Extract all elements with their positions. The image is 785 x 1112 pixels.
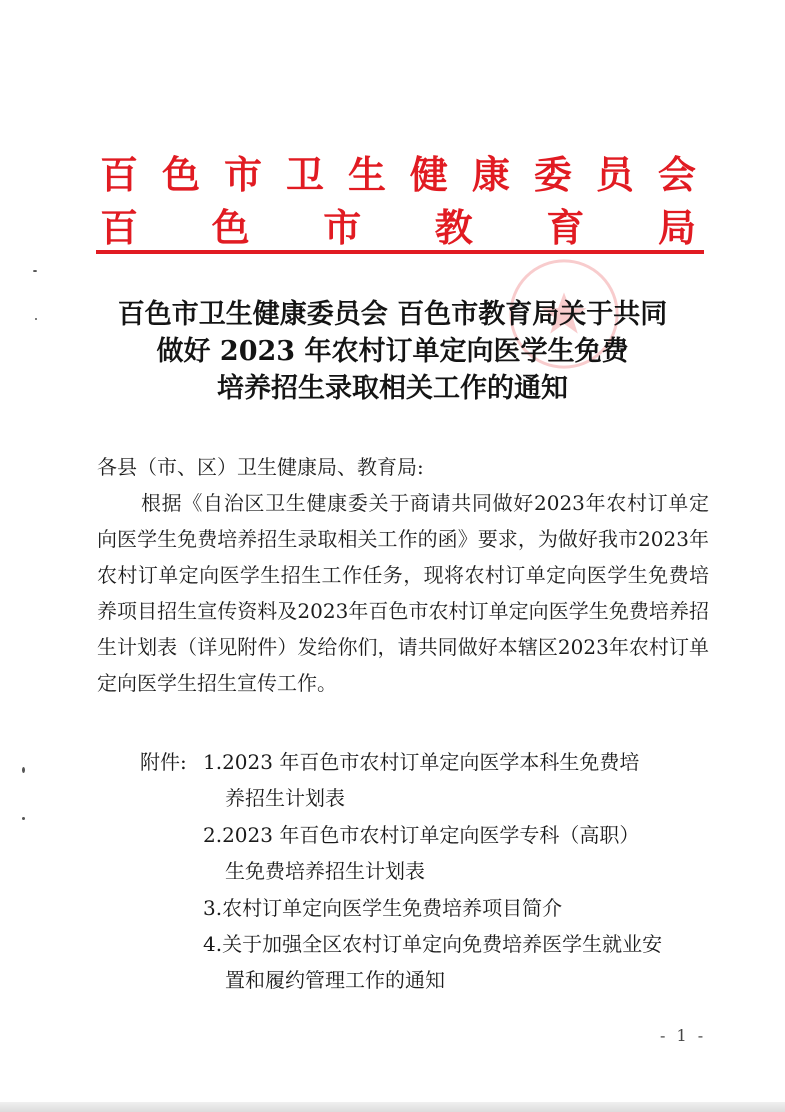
attachment-line: 2.2023 年百色市农村订单定向医学专科（高职） [203, 823, 640, 847]
attachment-item [203, 890, 713, 926]
letterhead-char: 育 [546, 205, 585, 250]
letterhead-char: 市 [323, 205, 362, 250]
scan-speck [22, 817, 25, 820]
attachment-line: 3.农村订单定向医学生免费培养项目简介 [203, 896, 563, 920]
scan-edge [0, 1102, 785, 1112]
page-number: - 1 - [660, 1026, 707, 1045]
title-line: 培养招生录取相关工作的通知 [217, 373, 568, 404]
attachments-label: 附件: [140, 750, 187, 774]
attachment-item [203, 744, 713, 816]
letterhead-char: 员 [595, 152, 634, 197]
letterhead-char: 教 [434, 205, 473, 250]
letterhead-char: 色 [211, 205, 250, 250]
attachment-item [203, 817, 713, 889]
scan-speck [35, 318, 37, 320]
attachment-line: 1.2023 年百色市农村订单定向医学本科生免费培 [203, 750, 640, 774]
salutation: 各县（市、区）卫生健康局、教育局: [97, 455, 424, 479]
attachment-line: 4.关于加强全区农村订单定向免费培养医学生就业安 [203, 932, 663, 956]
letterhead-line-2 [100, 205, 696, 250]
title-line: 百色市卫生健康委员会 百色市教育局关于共同 [117, 299, 668, 330]
letterhead-char: 会 [657, 152, 696, 197]
document-title [60, 296, 725, 407]
letterhead-char: 百 [100, 205, 139, 250]
attachment-line: 置和履约管理工作的通知 [225, 968, 445, 992]
scan-speck [33, 270, 37, 272]
letterhead-char: 局 [657, 205, 696, 250]
letterhead-char: 委 [533, 152, 572, 197]
letterhead-line-1 [100, 152, 696, 197]
letterhead-char: 色 [161, 152, 200, 197]
letterhead-divider [96, 250, 704, 254]
scan-speck [22, 767, 25, 773]
attachment-line: 养招生计划表 [225, 786, 345, 810]
body-paragraph: 根据《自治区卫生健康委关于商请共同做好2023年农村订单定向医学生免费培养招生录取相关工作的函》要求，为做好我市2023年农村订单定向医学生招生工作任务，现将农村订单定向医学生免费培养项目招生宣传资料及2023年百色市农村订单定向医学生免费培养招生计划表（详见附件）发给你们，请共同做好本辖区2023年农村订单定向医学生招生宣传工作。 [97, 491, 709, 695]
letterhead-char: 生 [347, 152, 386, 197]
letterhead-char: 市 [223, 152, 262, 197]
attachment-line: 生免费培养招生计划表 [225, 859, 425, 883]
letterhead-char: 卫 [285, 152, 324, 197]
title-line: 做好 2023 年农村订单定向医学生免费 [156, 336, 629, 367]
letterhead-char: 康 [471, 152, 510, 197]
attachment-item [203, 926, 713, 998]
letterhead-char: 百 [100, 152, 139, 197]
letterhead-char: 健 [409, 152, 448, 197]
